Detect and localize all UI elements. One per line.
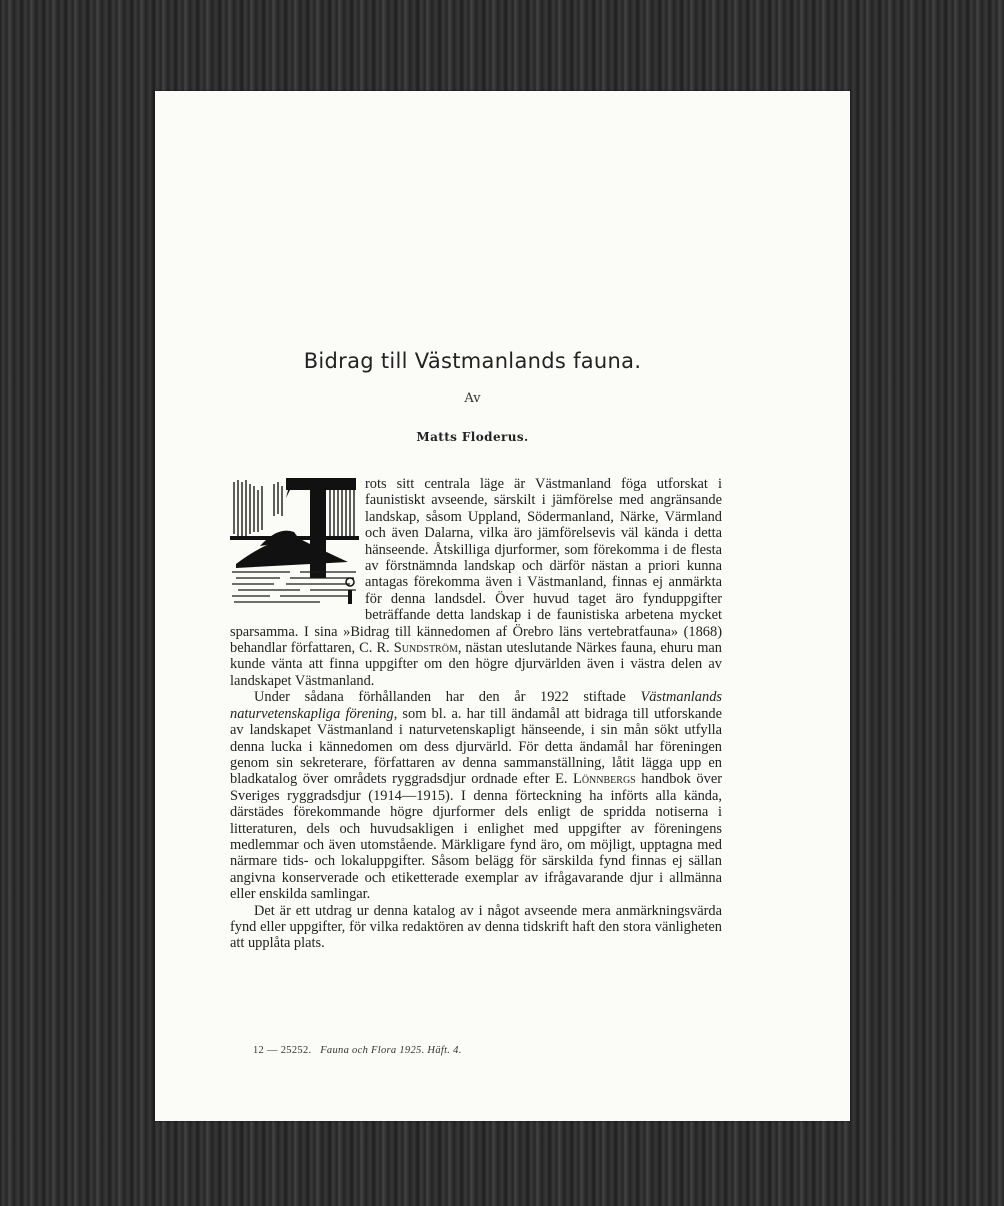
byline: Av [464,391,481,406]
author-name-lonnberg: Lönnbergs [573,771,636,788]
page-footer [253,1045,462,1056]
author-name-sundstrom: Sundström [393,640,458,657]
author-name: Matts Floderus. [416,430,529,444]
society-name: Västmanlands naturvetenskapliga förening [230,689,722,722]
article-body [230,476,722,952]
footer-journal: Fauna och Flora 1925. Häft. 4. [320,1045,462,1056]
document-page [155,91,850,1121]
article-title: Bidrag till Västmanlands fauna. [303,349,642,373]
paragraph-2-text-b: , som bl. a. har till ändamål att bidraga till utforskande av landskapet Västmanland i naturvetenskapligt hänseende, i sin mån sökt utfylla denna lucka i kännedomen om dess djurvärld. För detta ändamål har föreningen genom sin sekreterare, författaren av denna sammanställning, låtit lägga upp en bladkatalog över områdets ryggradsdjur ordnade efter E. [230,705,722,788]
paragraph-2-text-a: Under sådana förhållanden har den år 1922 stiftade [254,689,641,706]
paragraph-2 [230,689,722,902]
paragraph-1 [230,476,722,689]
paragraph-1-text-b: , nästan uteslutande Närkes fauna, ehuru man kunde vänta att finna uppgifter om den högre djurvärlden även i västra delen av landskapet Västmanland. [230,640,722,689]
dropcap-illustration [230,476,359,609]
paragraph-3: Det är ett utdrag ur denna katalog av i något avseende mera anmärkningsvärda fynd eller uppgifter, för vilka redaktören av denna tidskrift haft den stora vänligheten att upplåta plats. [230,902,722,952]
footer-code: 12 — 25252. [253,1045,312,1056]
paragraph-1-text-a: rots sitt centrala läge är Västmanland föga utforskat i faunistiskt avseende, särskilt i jämförelse med angränsande landskap, såsom Uppland, Södermanland, Närke, Värmland och även Dalarna, vilka äro jämförelsevis väl kända i detta hänseende. Åtskilliga djurformer, som förekomma i de flesta av förstnämnda landskap och därför nästan a priori kunna antagas förekomma även i Västmanland, finnas ej anmärkta för denna landsdel. Över huvud taget äro fynduppgifter beträffande detta landskap i de faunistiska arbetena mycket sparsamma. I sina »Bidrag till kännedomen af Örebro läns vertebratfauna» (1868) behandlar författaren, C. R. [230,476,722,657]
paragraph-2-text-c: handbok över Sveriges ryggradsdjur (1914—1915). I denna förteckning ha införts alla kända, därstädes förekommande högre djurformer dels enligt de spridda notiserna i litteraturen, dels och huvudsakligen i enlighet med uppgifter av föreningens medlemmar och även utomstående. Märkligare fynd äro, om möjligt, upptagna med närmare tids- och lokaluppgifter. Såsom belägg för särskilda fynd finnas ej sällan angivna konserverade och etiketterade exemplar av ifrågavarande djur i allmänna eller enskilda samlingar. [230,771,722,903]
